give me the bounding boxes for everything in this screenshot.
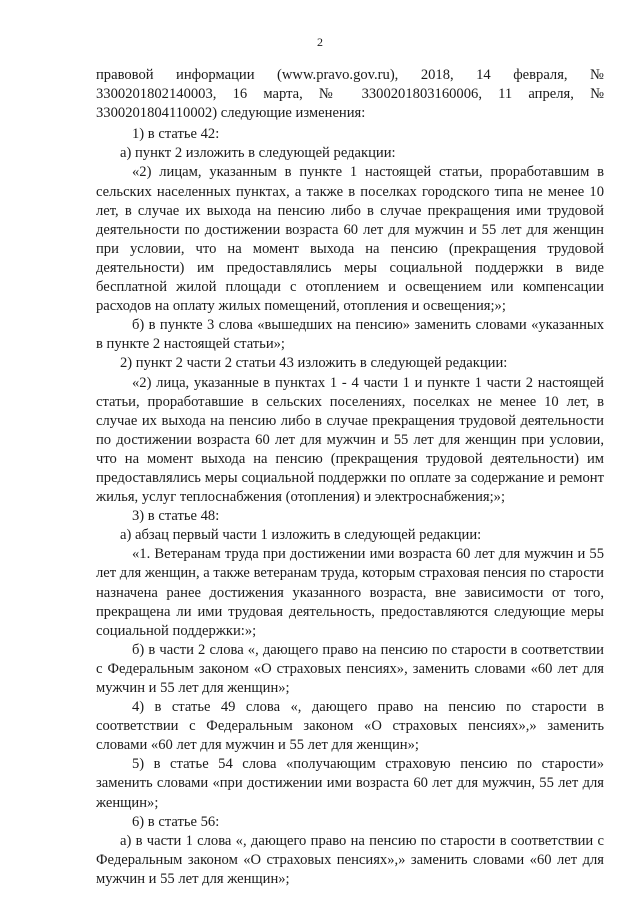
paragraph: 3) в статье 48:: [132, 508, 220, 525]
paragraph: 4) в статье 49 слова «, дающего право на пенсию по старости в соответствии с Федеральным законом «О страховых пенсиях»,» заменить словами «60 лет для мужчин и 55 лет для женщин»;: [96, 699, 604, 754]
paragraph: 6) в статье 56:: [132, 813, 220, 830]
paragraph: 5) в статье 54 слова «получающим страховую пенсию по старости» заменить словами «при достижении ими возраста 60 лет для мужчин, 55 лет для женщин»;: [96, 756, 604, 811]
paragraph: «1. Ветеранам труда при достижении ими возраста 60 лет для мужчин и 55 лет для женщин, а также ветеранам труда, которым страховая пенсия по старости назначена ранее достижения указанного возраста, вне зависимости от того, прекращена ли ими трудовая деятельность, предоставляются следующие меры социальной поддержки:»;: [96, 546, 604, 639]
document-body: [96, 66, 604, 889]
paragraph: 1) в статье 42:: [132, 126, 220, 143]
paragraph: правовой информации (www.pravo.gov.ru), 2018, 14 февраля, № 3300201802140003, 16 марта, № 3300201803160006, 11 апреля, № 3300201804110002) следующие изменения:: [96, 67, 604, 122]
paragraph: «2) лицам, указанным в пункте 1 настоящей статьи, проработавшим в сельских населенных пунктах, а также в поселках городского типа не менее 10 лет, в случае их выхода на пенсию либо в случае прекращения ими трудовой деятельности по достижении возраста 60 лет для мужчин и 55 лет для женщин при условии, что на момент выхода на пенсию (прекращения трудовой деятельности) им предоставлялись меры социальной поддержки в виде бесплатной жилой площади с отоплением и освещением или компенсации расходов на оплату жилых помещений, отопления и освещения;»;: [96, 164, 604, 315]
paragraph: 2) пункт 2 части 2 статьи 43 изложить в следующей редакции:: [120, 355, 508, 372]
paragraph: «2) лица, указанные в пунктах 1 - 4 части 1 и пункте 1 части 2 настоящей статьи, проработавшие в сельских поселениях, поселках не менее 10 лет, в случае их выхода на пенсию либо в случае прекращения трудовой деятельности по достижении возраста 60 лет для мужчин и 55 лет для женщин при условии, что на момент выхода на пенсию (прекращения трудовой деятельности) им предоставлялись меры социальной поддержки по оплате за содержание и ремонт жилья, услуг теплоснабжения (отопления) и электроснабжения;»;: [96, 374, 604, 506]
paragraph: б) в части 2 слова «, дающего право на пенсию по старости в соответствии с Федеральным законом «О страховых пенсиях», заменить словами «60 лет для мужчин и 55 лет для женщин»;: [96, 641, 604, 696]
paragraph: а) в части 1 слова «, дающего право на пенсию по старости в соответствии с Федеральным законом «О страховых пенсиях»,» заменить словами «60 лет для мужчин и 55 лет для женщин»;: [96, 832, 604, 887]
paragraph: а) пункт 2 изложить в следующей редакции:: [120, 145, 396, 162]
page-number: 2: [317, 35, 323, 49]
paragraph: а) абзац первый части 1 изложить в следующей редакции:: [120, 527, 482, 544]
paragraph: б) в пункте 3 слова «вышедших на пенсию» заменить словами «указанных в пункте 2 настоящей статьи»;: [96, 317, 604, 353]
